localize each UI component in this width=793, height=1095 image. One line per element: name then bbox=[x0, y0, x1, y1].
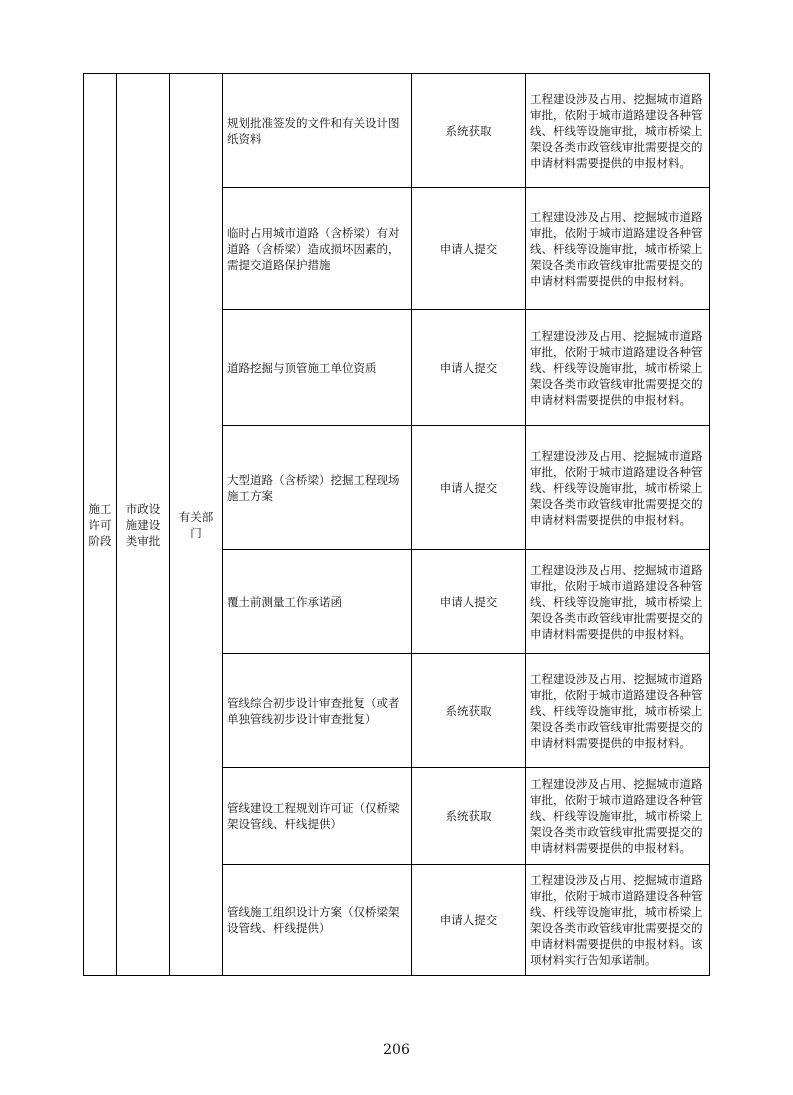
note-cell: 工程建设涉及占用、挖掘城市道路审批，依附于城市道路建设各种管线、杆线等设施审批，城市桥梁上架设各类市政管线审批需要提交的申请材料需要提供的申报材料。 bbox=[526, 550, 710, 654]
method-cell: 申请人提交 bbox=[412, 865, 526, 976]
department-cell: 有关部门 bbox=[170, 74, 223, 976]
note-cell: 工程建设涉及占用、挖掘城市道路审批，依附于城市道路建设各种管线、杆线等设施审批，城市桥梁上架设各类市政管线审批需要提交的申请材料需要提供的申报材料。 bbox=[526, 310, 710, 426]
category-cell: 市政设施建设类审批 bbox=[117, 74, 170, 976]
document-cell: 道路挖掘与顶管施工单位资质 bbox=[223, 310, 412, 426]
document-cell: 覆土前测量工作承诺函 bbox=[223, 550, 412, 654]
note-cell: 工程建设涉及占用、挖掘城市道路审批，依附于城市道路建设各种管线、杆线等设施审批，城市桥梁上架设各类市政管线审批需要提交的申请材料需要提供的申报材料。 bbox=[526, 768, 710, 865]
document-cell: 管线施工组织设计方案（仅桥梁架设管线、杆线提供） bbox=[223, 865, 412, 976]
page-number: 206 bbox=[383, 1042, 410, 1058]
note-cell: 工程建设涉及占用、挖掘城市道路审批，依附于城市道路建设各种管线、杆线等设施审批，城市桥梁上架设各类市政管线审批需要提交的申请材料需要提供的申报材料。 bbox=[526, 426, 710, 550]
note-cell: 工程建设涉及占用、挖掘城市道路审批，依附于城市道路建设各种管线、杆线等设施审批，城市桥梁上架设各类市政管线审批需要提交的申请材料需要提供的申报材料。该项材料实行告知承诺制。 bbox=[526, 865, 710, 976]
method-cell: 申请人提交 bbox=[412, 426, 526, 550]
table-row bbox=[84, 74, 710, 188]
note-cell: 工程建设涉及占用、挖掘城市道路审批，依附于城市道路建设各种管线、杆线等设施审批，城市桥梁上架设各类市政管线审批需要提交的申请材料需要提供的申报材料。 bbox=[526, 188, 710, 310]
stage-cell: 施工许可阶段 bbox=[84, 74, 117, 976]
note-cell: 工程建设涉及占用、挖掘城市道路审批，依附于城市道路建设各种管线、杆线等设施审批，城市桥梁上架设各类市政管线审批需要提交的申请材料需要提供的申报材料。 bbox=[526, 654, 710, 768]
method-cell: 申请人提交 bbox=[412, 310, 526, 426]
method-cell: 系统获取 bbox=[412, 74, 526, 188]
note-cell: 工程建设涉及占用、挖掘城市道路审批，依附于城市道路建设各种管线、杆线等设施审批，城市桥梁上架设各类市政管线审批需要提交的申请材料需要提供的申报材料。 bbox=[526, 74, 710, 188]
method-cell: 申请人提交 bbox=[412, 550, 526, 654]
method-cell: 系统获取 bbox=[412, 768, 526, 865]
document-cell: 规划批准签发的文件和有关设计图纸资料 bbox=[223, 74, 412, 188]
method-cell: 申请人提交 bbox=[412, 188, 526, 310]
document-cell: 管线建设工程规划许可证（仅桥梁架设管线、杆线提供） bbox=[223, 768, 412, 865]
document-cell: 临时占用城市道路（含桥梁）有对道路（含桥梁）造成损坏因素的，需提交道路保护措施 bbox=[223, 188, 412, 310]
document-cell: 大型道路（含桥梁）挖掘工程现场施工方案 bbox=[223, 426, 412, 550]
materials-table bbox=[83, 73, 710, 976]
document-cell: 管线综合初步设计审查批复（或者单独管线初步设计审查批复） bbox=[223, 654, 412, 768]
method-cell: 系统获取 bbox=[412, 654, 526, 768]
